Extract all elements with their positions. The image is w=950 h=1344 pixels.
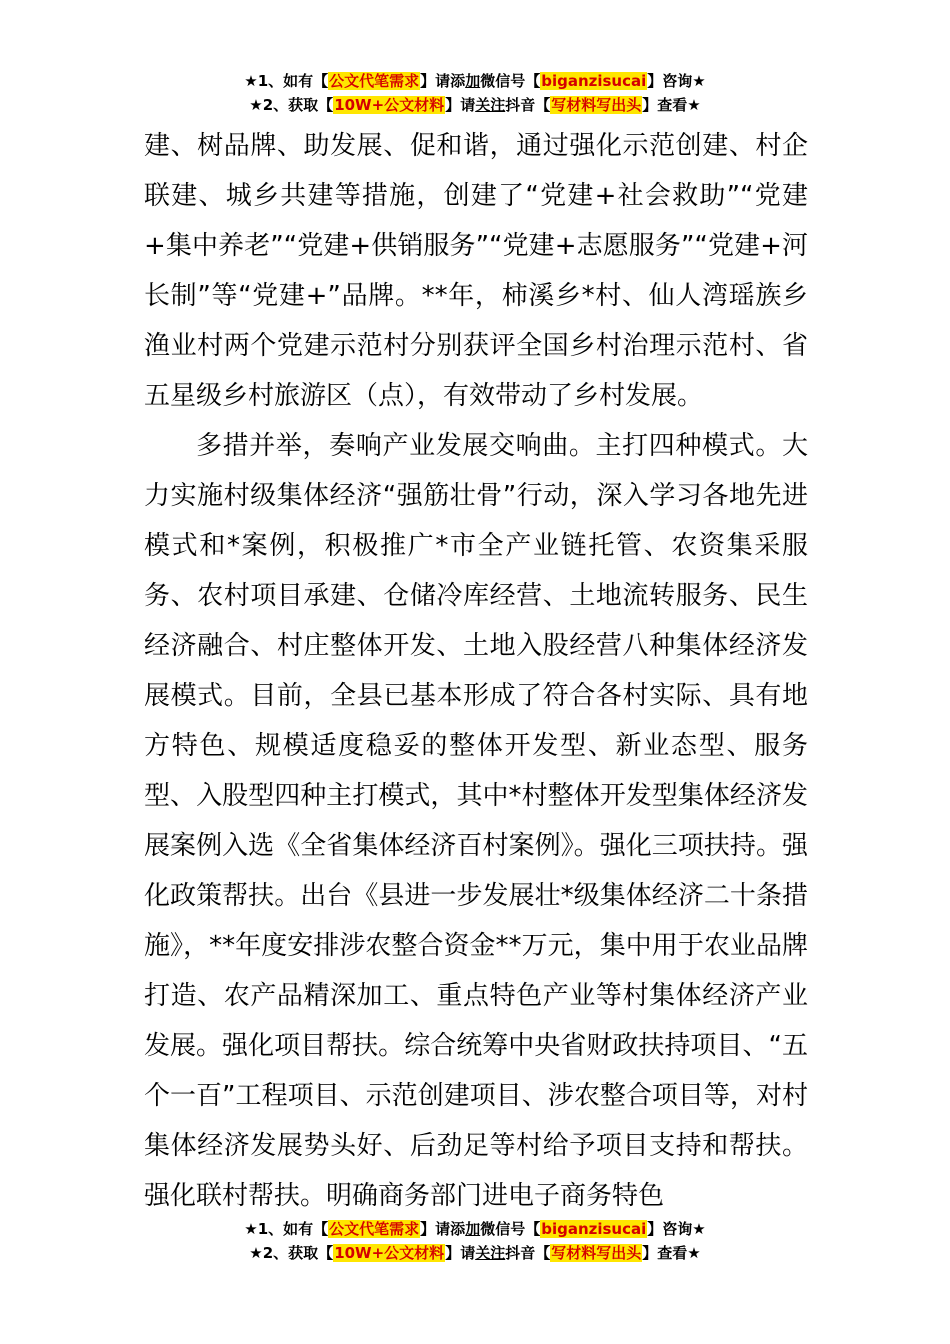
banner-line-1 xyxy=(0,70,950,94)
banner-text: 抖音【 xyxy=(505,1244,551,1262)
banner-text: 微信号【 xyxy=(480,72,541,90)
banner-text: 抖音【 xyxy=(505,96,551,114)
banner-line-2 xyxy=(0,94,950,118)
underlined-text: 关注 xyxy=(475,96,506,114)
footer-banner xyxy=(0,1218,950,1266)
highlight-text: 10W+公文材料 xyxy=(334,96,445,114)
douyin-account-highlight: 写材料写出头 xyxy=(551,96,642,114)
wechat-id-highlight: biganzisucai xyxy=(541,1220,647,1238)
header-banner xyxy=(0,70,950,118)
banner-text: 】请添 xyxy=(420,1220,466,1238)
banner-text: ★2、获取【 xyxy=(249,1244,334,1262)
highlight-text: 公文代笔需求 xyxy=(329,72,420,90)
banner-text: ★1、如有【 xyxy=(244,1220,329,1238)
paragraph-2: 多措并举，奏响产业发展交响曲。主打四种模式。大力实施村级集体经济“强筋壮骨”行动，深入学习各地先进模式和*案例，积极推广*市全产业链托管、农资集采服务、农村项目承建、仓储冷库经营、土地流转服务、民生经济融合、村庄整体开发、土地入股经营八种集体经济发展模式。目前，全县已基本形成了符合各村实际、具有地方特色、规模适度稳妥的整体开发型、新业态型、服务型、入股型四种主打模式，其中*村整体开发型集体经济发展案例入选《全省集体经济百村案例》。强化三项扶持。强化政策帮扶。出台《县进一步发展壮*级集体经济二十条措施》，**年度安排涉农整合资金**万元，集中用于农业品牌打造、农产品精深加工、重点特色产业等村集体经济产业发展。强化项目帮扶。综合统筹中央省财政扶持项目、“五个一百”工程项目、示范创建项目、涉农整合项目等，对村集体经济发展势头好、后劲足等村给予项目支持和帮扶。强化联村帮扶。明确商务部门进电子商务特色 xyxy=(144,431,808,1211)
banner-text: 】请 xyxy=(445,96,476,114)
banner-line-1 xyxy=(0,1218,950,1242)
banner-text: ★1、如有【 xyxy=(244,72,329,90)
banner-text: 】请 xyxy=(445,1244,476,1262)
wechat-id-highlight: biganzisucai xyxy=(541,72,647,90)
highlight-text: 公文代笔需求 xyxy=(329,1220,420,1238)
banner-text: 】咨询★ xyxy=(647,72,706,90)
banner-line-2 xyxy=(0,1242,950,1266)
banner-text: 】查看★ xyxy=(642,96,701,114)
highlight-text: 10W+公文材料 xyxy=(334,1244,445,1262)
douyin-account-highlight: 写材料写出头 xyxy=(551,1244,642,1262)
banner-text: ★2、获取【 xyxy=(249,96,334,114)
underlined-text: 关注 xyxy=(475,1244,506,1262)
underlined-text: 加 xyxy=(465,1220,481,1238)
banner-text: 】请添 xyxy=(420,72,466,90)
banner-text: 】咨询★ xyxy=(647,1220,706,1238)
document-body xyxy=(144,121,808,1221)
paragraph-1: 建、树品牌、助发展、促和谐，通过强化示范创建、村企联建、城乡共建等措施，创建了“党建+社会救助”“党建+集中养老”“党建+供销服务”“党建+志愿服务”“党建+河长制”等“党建+”品牌。**年，柿溪乡*村、仙人湾瑶族乡渔业村两个党建示范村分别获评全国乡村治理示范村、省五星级乡村旅游区（点），有效带动了乡村发展。 xyxy=(144,131,808,411)
banner-text: 微信号【 xyxy=(480,1220,541,1238)
banner-text: 】查看★ xyxy=(642,1244,701,1262)
underlined-text: 加 xyxy=(465,72,481,90)
